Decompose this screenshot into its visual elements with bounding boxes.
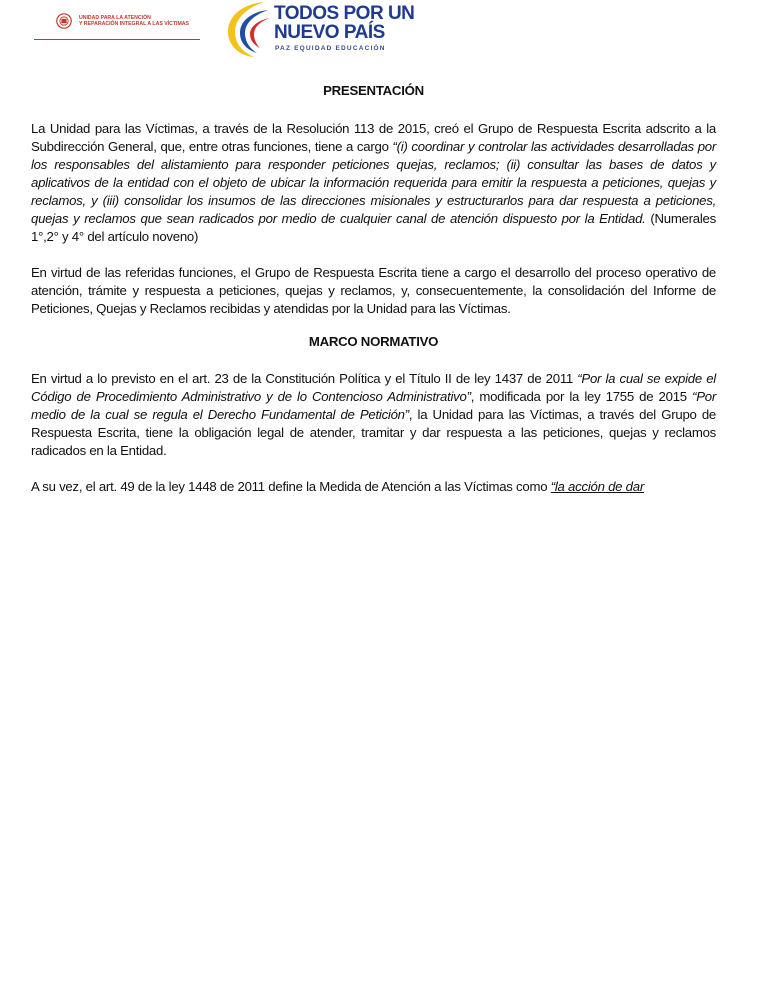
paragraph-text: , modificada por la ley 1755 de 2015 — [470, 389, 693, 404]
paragraph-marco-normativo — [31, 370, 716, 460]
page-header — [0, 0, 768, 62]
slogan-line1: TODOS POR UN — [274, 3, 415, 24]
paragraph-ley-1448 — [31, 478, 716, 496]
paragraph-funciones: En virtud de las referidas funciones, el Grupo de Respuesta Escrita tiene a cargo el desarrollo del proceso operativo de atención, trámite y respuesta a peticiones, quejas y reclamos, y, consecuentemente, la consolidación del Informe de Peticiones, Quejas y Reclamos recibidas y atendidas por la Unidad para las Víctimas. — [31, 265, 716, 316]
colombia-coat-of-arms-icon — [56, 13, 72, 29]
heading-marco-normativo: MARCO NORMATIVO — [308, 334, 439, 349]
law-1437-title-italic: “Por la cual se expide el Código de Procedimiento Administrativo y de lo Contencioso Administrativo” — [31, 371, 716, 404]
unidad-logo-line2: Y REPARACIÓN INTEGRAL A LAS VÍCTIMAS — [79, 21, 189, 27]
definition-quote-italic-underlined: “la acción de dar — [550, 479, 644, 494]
paragraph-text: (Numerales 1°,2° y 4° del artículo noveno) — [31, 211, 716, 244]
paragraph-text: La Unidad para las Víctimas, a través de la Resolución 113 de 2015, creó el Grupo de Respuesta Escrita adscrito a la Subdirección General, que, entre otras funciones, tiene a cargo — [31, 121, 716, 154]
todos-por-un-nuevo-pais-logo — [224, 0, 415, 60]
slogan-line2: NUEVO PAÍS — [274, 22, 385, 43]
heading-presentacion: PRESENTACIÓN — [323, 83, 424, 98]
law-1755-title-italic: “Por medio de la cual se regula el Derecho Fundamental de Petición” — [31, 389, 716, 422]
paragraph-presentacion — [31, 120, 716, 246]
paragraph-text: A su vez, el art. 49 de la ley 1448 de 2011 define la Medida de Atención a las Víctimas como — [31, 479, 551, 494]
unidad-logo-line1: UNIDAD PARA LA ATENCIÓN — [79, 15, 151, 21]
slogan-tagline: PAZ EQUIDAD EDUCACIÓN — [275, 45, 386, 52]
quoted-functions-italic: “(i) coordinar y controlar las actividades desarrolladas por los responsables del alistamiento para responder peticiones quejas, reclamos; (ii) consultar las bases de datos y aplicativos de la entidad con el objeto de ubicar la información requerida para emitir la respuesta a peticiones, quejas y reclamos, y (iii) consolidar los insumos de las direcciones misionales y estructurarlos para dar respuesta a peticiones, quejas y reclamos que sean radicados por medio de cualquier canal de atención dispuesto por la Entidad. — [31, 139, 717, 226]
unidad-logo-text — [79, 15, 189, 27]
unidad-victimas-logo — [34, 8, 200, 40]
paragraph-text: , la Unidad para las Víctimas, a través del Grupo de Respuesta Escrita, tiene la obligación legal de atender, tramitar y dar respuesta a las peticiones, quejas y reclamos radicados en la Entidad. — [31, 407, 716, 458]
flag-swoosh-icon — [224, 0, 276, 58]
paragraph-text: En virtud a lo previsto en el art. 23 de la Constitución Política y el Título II de ley 1437 de 2011 — [31, 371, 578, 386]
document-body — [31, 82, 716, 514]
